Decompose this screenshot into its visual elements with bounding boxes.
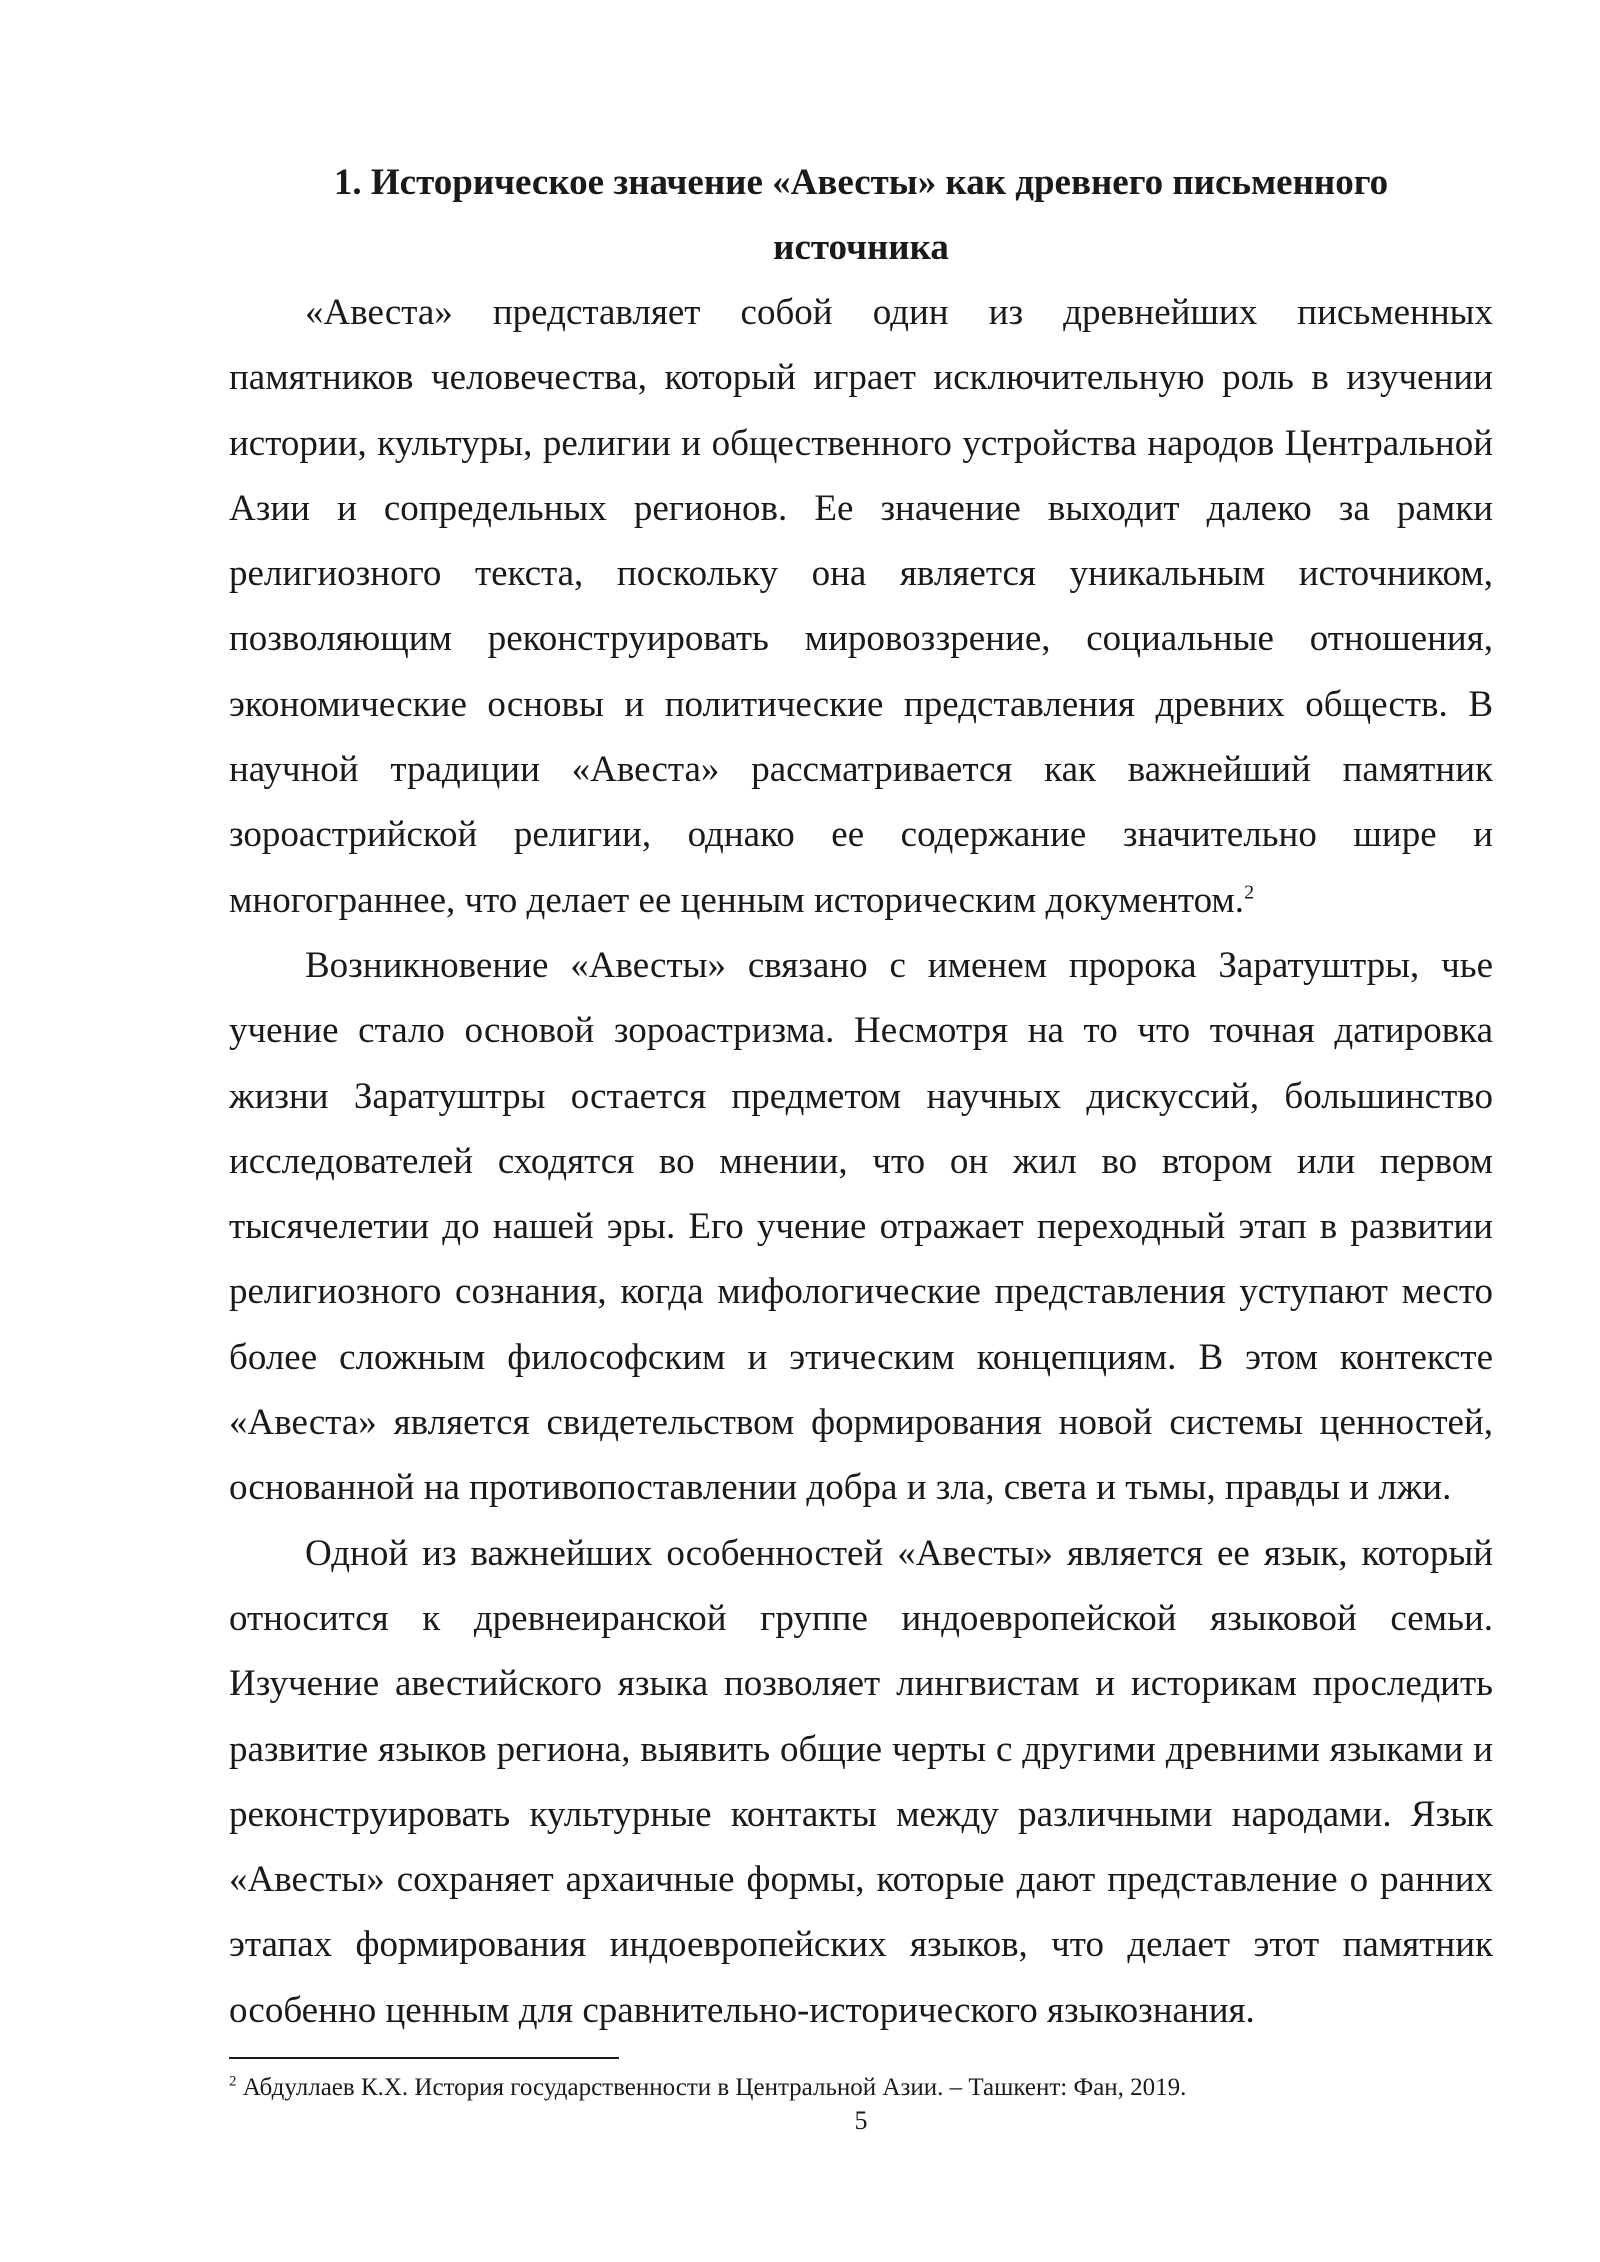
footnote-text: Абдуллаев К.Х. История государственности в Центральной Азии. – Ташкент: Фан, 2019. — [236, 2074, 1187, 2101]
footnote — [229, 2072, 1493, 2104]
footnote-separator — [229, 2057, 619, 2059]
page-body — [229, 150, 1493, 2043]
paragraph-3 — [229, 1521, 1493, 2043]
section-heading: 1. Историческое значение «Авесты» как древнего письменного источника — [333, 162, 1389, 268]
paragraph-2-text: Возникновение «Авесты» связано с именем пророка Заратуштры, чье учение стало основой зороастризма. Несмотря на то что точная датировка жизни Заратуштры остается предметом научных дискуссий, большинство исследователей сходятся во мнении, что он жил во втором или первом тысячелетии до нашей эры. Его учение отражает переходный этап в развитии религиозного сознания, когда мифологические представления уступают место более сложным философским и этическим концепциям. В этом контексте «Авеста» является свидетельством формирования новой системы ценностей, основанной на противопоставлении добра и зла, света и тьмы, правды и лжи. — [229, 944, 1493, 1509]
paragraph-1-text: «Авеста» представляет собой один из древнейших письменных памятников человечества, который играет исключительную роль в изучении истории, культуры, религии и общественного устройства народов Центральной Азии и сопредельных регионов. Ее значение выходит далеко за рамки религиозного текста, поскольку она является уникальным источником, позволяющим реконструировать мировоззрение, социальные отношения, экономические основы и политические представления древних обществ. В научной традиции «Авеста» рассматривается как важнейший памятник зороастрийской религии, однако ее содержание значительно шире и многограннее, что делает ее ценным историческим документом. — [229, 292, 1493, 921]
paragraph-1 — [229, 280, 1493, 933]
paragraph-3-text: Одной из важнейших особенностей «Авесты» является ее язык, который относится к древнеиранской группе индоевропейской языковой семьи. Изучение авестийского языка позволяет лингвистам и историкам проследить развитие языков региона, выявить общие черты с другими древними языками и реконструировать культурные контакты между различными народами. Язык «Авесты» сохраняет архаичные формы, которые дают представление о ранних этапах формирования индоевропейских языков, что делает этот памятник особенно ценным для сравнительно-исторического языкознания. — [229, 1532, 1493, 2031]
paragraph-2 — [229, 933, 1493, 1521]
footnote-mark: 2 — [229, 2073, 237, 2090]
footnote-reference[interactable]: 2 — [1244, 881, 1255, 904]
page-number: 5 — [854, 2106, 868, 2135]
